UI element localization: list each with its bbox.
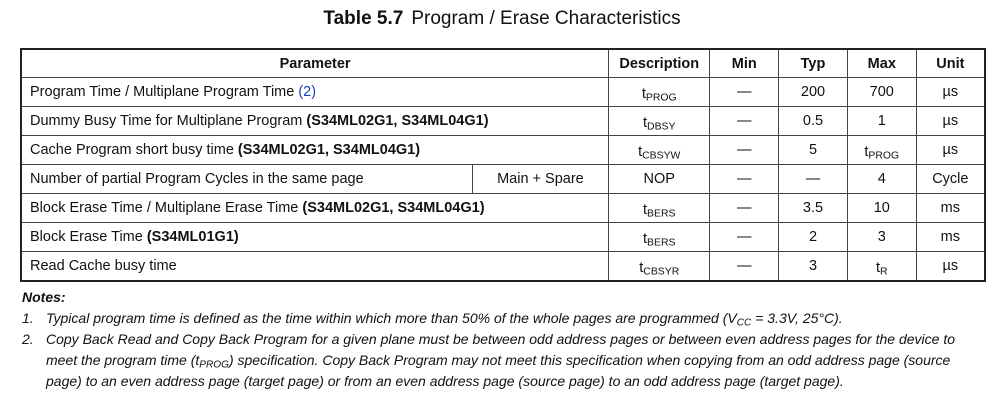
parameter-cell — [21, 136, 609, 165]
header-description: Description — [609, 49, 710, 78]
min-cell: — — [710, 165, 779, 194]
min-cell: — — [710, 78, 779, 107]
max-cell: 1 — [847, 107, 916, 136]
symbol: $t_{CBSYW}$ — [638, 144, 681, 162]
max-cell: 3 — [847, 223, 916, 252]
min-cell: — — [710, 223, 779, 252]
unit-cell: µs — [916, 136, 985, 165]
unit-cell: ms — [916, 223, 985, 252]
notes-section — [22, 287, 982, 392]
parameter-text: Cache Program short busy time — [30, 142, 238, 158]
notes-heading: Notes: — [22, 289, 66, 305]
description-cell — [609, 107, 710, 136]
symbol: $t_{DBSY}$ — [643, 115, 676, 133]
symbol: $t_{BERS}$ — [643, 231, 676, 249]
parameter-text: Program Time / Multiplane Program Time — [30, 84, 299, 100]
parameter-cell: Read Cache busy time — [21, 252, 609, 282]
parameter-text: Block Erase Time / Multiplane Erase Time — [30, 200, 303, 216]
table-number: Table 5.7 — [323, 8, 404, 29]
max-cell — [847, 136, 916, 165]
typ-cell: 3.5 — [779, 194, 848, 223]
min-cell: — — [710, 136, 779, 165]
parameter-text: Block Erase Time — [30, 229, 147, 245]
table-row — [21, 165, 985, 194]
note-2: 2. Copy Back Read and Copy Back Program for a given plane must be between odd address pages or between even address pages for the device to meet the program time $(t_{PROG})$ specification. Copy Back Program may not meet this specification when copying from an odd address page (source page) to an even address page (target page) or from an even address page (source page) to an odd address page (target page). — [22, 331, 955, 389]
note-1: 1. Typical program time is defined as the time within which more than 50% of the whole pages are programmed ($V_{CC} = 3.3V$, 25°C). — [22, 310, 843, 329]
parameter-cell — [21, 107, 609, 136]
part-numbers: (S34ML02G1, S34ML04G1) — [306, 113, 489, 129]
max-cell: 700 — [847, 78, 916, 107]
symbol: $t_{PROG}$ — [641, 86, 677, 104]
sub-parameter-cell: Main + Spare — [472, 165, 609, 194]
description-cell — [609, 136, 710, 165]
table-row — [21, 223, 985, 252]
typ-cell: 5 — [779, 136, 848, 165]
parameter-cell — [21, 78, 609, 107]
typ-cell: 200 — [779, 78, 848, 107]
max-cell — [847, 252, 916, 282]
table-title-text: Program / Erase Characteristics — [411, 8, 681, 29]
max-cell: 10 — [847, 194, 916, 223]
description-cell — [609, 78, 710, 107]
min-cell: — — [710, 252, 779, 282]
table-row — [21, 136, 985, 165]
parameter-cell: Number of partial Program Cycles in the same page — [21, 165, 472, 194]
table-row — [21, 252, 985, 282]
table-row — [21, 78, 985, 107]
symbol: $t_{BERS}$ — [643, 202, 676, 220]
min-cell: — — [710, 194, 779, 223]
unit-cell: µs — [916, 78, 985, 107]
part-numbers: (S34ML01G1) — [146, 229, 239, 245]
description-cell: NOP — [609, 165, 710, 194]
note-number: 1. — [22, 310, 34, 326]
table-row — [21, 194, 985, 223]
header-max: Max — [847, 49, 916, 78]
header-typ: Typ — [779, 49, 848, 78]
table-title — [0, 8, 1004, 30]
max-cell: 4 — [847, 165, 916, 194]
typ-cell: — — [779, 165, 848, 194]
symbol: $t_R$ — [875, 260, 888, 278]
note-reference-link[interactable]: (2) — [298, 84, 317, 100]
note-number: 2. — [22, 331, 34, 347]
header-min: Min — [710, 49, 779, 78]
part-numbers: (S34ML02G1, S34ML04G1) — [302, 200, 485, 216]
typ-cell: 0.5 — [779, 107, 848, 136]
typ-cell: 3 — [779, 252, 848, 282]
header-unit: Unit — [916, 49, 985, 78]
unit-cell: µs — [916, 252, 985, 282]
min-cell: — — [710, 107, 779, 136]
unit-cell: ms — [916, 194, 985, 223]
unit-cell: µs — [916, 107, 985, 136]
typ-cell: 2 — [779, 223, 848, 252]
symbol: $t_{CBSYR}$ — [639, 260, 680, 278]
part-numbers: (S34ML02G1, S34ML04G1) — [237, 142, 421, 158]
program-erase-table — [20, 48, 986, 282]
header-parameter: Parameter — [21, 49, 609, 78]
header-row — [21, 49, 985, 78]
description-cell — [609, 223, 710, 252]
parameter-cell — [21, 223, 609, 252]
unit-cell: Cycle — [916, 165, 985, 194]
parameter-cell — [21, 194, 609, 223]
description-cell — [609, 252, 710, 282]
description-cell — [609, 194, 710, 223]
table-row — [21, 107, 985, 136]
symbol: $t_{PROG}$ — [864, 144, 900, 162]
parameter-text: Dummy Busy Time for Multiplane Program — [30, 113, 307, 129]
